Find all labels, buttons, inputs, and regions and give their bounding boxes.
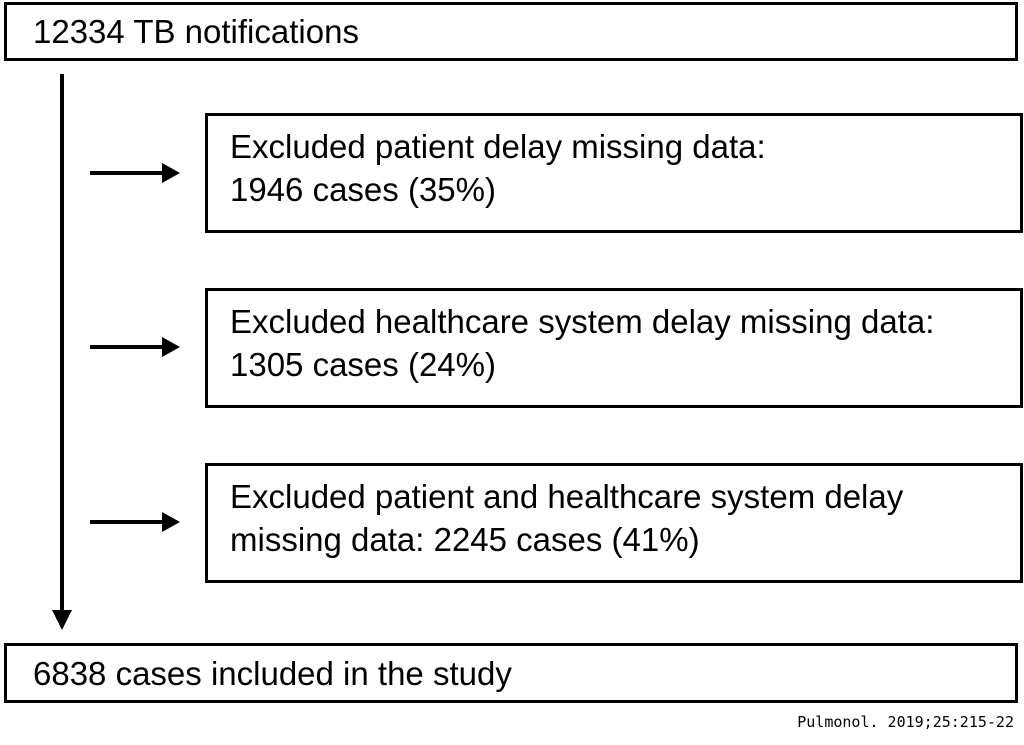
exclusion-2-line-2: 1305 cases (24%) — [230, 346, 496, 383]
exclusion-3-line-2: missing data: 2245 cases (41%) — [230, 521, 700, 558]
exclusion-arrow-1 — [90, 163, 180, 183]
exclusion-2-line-1: Excluded healthcare system delay missing data: — [230, 303, 935, 340]
exclusion-arrow-2 — [90, 337, 180, 357]
exclusion-1-line-2: 1946 cases (35%) — [230, 171, 496, 208]
end-text: 6838 cases included in the study — [33, 655, 512, 692]
end-box — [4, 643, 1018, 703]
start-box — [4, 2, 1018, 61]
exclusion-arrow-3 — [90, 512, 180, 532]
exclusion-box-patient-delay — [205, 113, 1023, 233]
exclusion-1-line-1: Excluded patient delay missing data: — [230, 128, 766, 165]
exclusion-box-healthcare-delay — [205, 288, 1023, 408]
start-text: 12334 TB notifications — [33, 13, 359, 50]
exclusion-3-line-1: Excluded patient and healthcare system delay — [230, 478, 904, 515]
exclusion-box-both-delays — [205, 463, 1023, 583]
source-citation: Pulmonol. 2019;25:215-22 — [797, 713, 1014, 731]
main-flow-arrow — [52, 74, 72, 630]
